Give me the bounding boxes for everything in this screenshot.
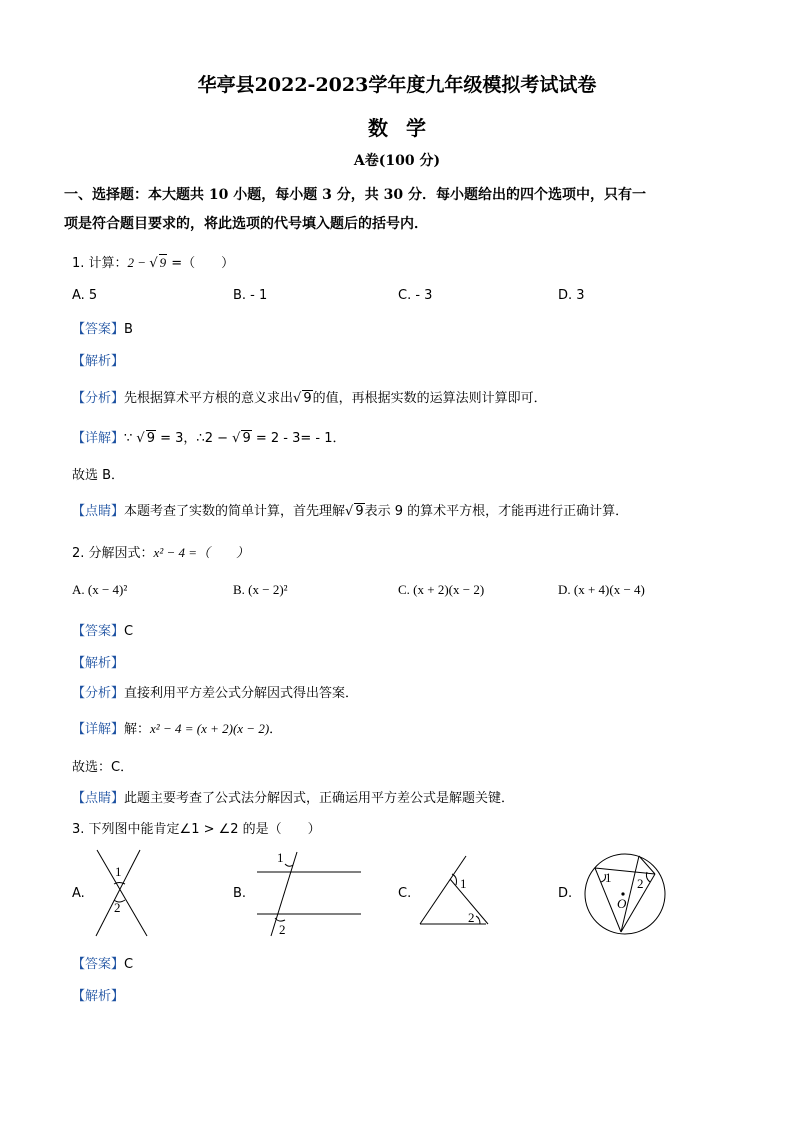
q3-d-angle-1-label: 1	[605, 870, 612, 885]
q1-analysis-tag: 【解析】	[72, 354, 125, 369]
q2-option-d[interactable]: D. (x + 4)(x − 4)	[558, 582, 645, 597]
q2-option-b[interactable]: B. (x − 2)²	[233, 582, 288, 597]
q1-detail: 【详解】∵ √ 9 = 3，∴2 − √ 9 = 2 - 3= - 1．	[72, 431, 346, 446]
q3-d-center-label: O	[617, 896, 627, 911]
q3-b-angle-2-label: 2	[279, 922, 286, 937]
q3-option-b[interactable]: B.	[233, 886, 247, 901]
q1-option-b[interactable]: B. - 1	[233, 288, 268, 303]
q2-analysis-tag: 【解析】	[72, 656, 125, 671]
q3-analysis-tag: 【解析】	[72, 989, 125, 1004]
q3-c-angle-1-label: 1	[460, 876, 467, 891]
q3-figure-c	[418, 856, 498, 928]
q1-option-c[interactable]: C. - 3	[398, 288, 433, 303]
part-instructions-line2: 项是符合题目要求的，将此选项的代号填入题后的括号内．	[64, 216, 428, 232]
q3-figure-d	[583, 852, 667, 936]
subject-title: 数学	[368, 116, 444, 140]
q3-stem: 3. 下列图中能肯定∠1 > ∠2 的是（ ）	[72, 822, 321, 837]
q2-comment: 【点睛】此题主要考查了公式法分解因式，正确运用平方差公式是解题关键．	[72, 791, 515, 806]
q3-figure-a	[92, 848, 152, 940]
q3-d-angle-2-label: 2	[637, 876, 644, 891]
q3-option-a[interactable]: A.	[72, 886, 85, 901]
q2-choose: 故选：C．	[72, 760, 134, 775]
q3-option-d[interactable]: D.	[558, 886, 573, 901]
q1-comment: 【点睛】本题考查了实数的简单计算，首先理解√ 9表示 9 的算术平方根，才能再进行正确计算．	[72, 504, 629, 519]
q2-detail: 【详解】解：x² − 4 = (x + 2)(x − 2)．	[72, 721, 283, 737]
q1-option-d[interactable]: D. 3	[558, 288, 585, 303]
q2-answer: 【答案】C	[72, 624, 134, 639]
q1-answer: 【答案】B	[72, 322, 133, 337]
q3-c-angle-2-label: 2	[468, 910, 475, 925]
q1-stem: 1. 计算：2 − √ 9 =（ ）	[72, 255, 235, 271]
q3-a-angle-2-label: 2	[114, 900, 121, 915]
q3-option-c[interactable]: C.	[398, 886, 412, 901]
q1-fenxi: 【分析】先根据算术平方根的意义求出√ 9的值，再根据实数的运算法则计算即可．	[72, 391, 547, 406]
q2-fenxi: 【分析】直接利用平方差公式分解因式得出答案．	[72, 686, 359, 701]
q1-choose: 故选 B．	[72, 468, 125, 483]
q3-figure-b	[255, 848, 365, 940]
part-instructions-line1: 一、选择题：本大题共 10 小题，每小题 3 分，共 30 分．每小题给出的四个选项中，只有一	[64, 187, 646, 203]
q2-option-c[interactable]: C. (x + 2)(x − 2)	[398, 582, 485, 597]
exam-title: 华亭县2022-2023学年度九年级模拟考试试卷	[197, 74, 597, 96]
section-title: A卷(100 分)	[353, 153, 441, 169]
q3-answer: 【答案】C	[72, 957, 134, 972]
q2-stem: 2. 分解因式：x² − 4 =（ ）	[72, 545, 250, 561]
q3-a-angle-1-label: 1	[115, 864, 122, 879]
q1-option-a[interactable]: A. 5	[72, 288, 98, 303]
q3-b-angle-1-label: 1	[277, 850, 284, 865]
q2-option-a[interactable]: A. (x − 4)²	[72, 582, 128, 597]
